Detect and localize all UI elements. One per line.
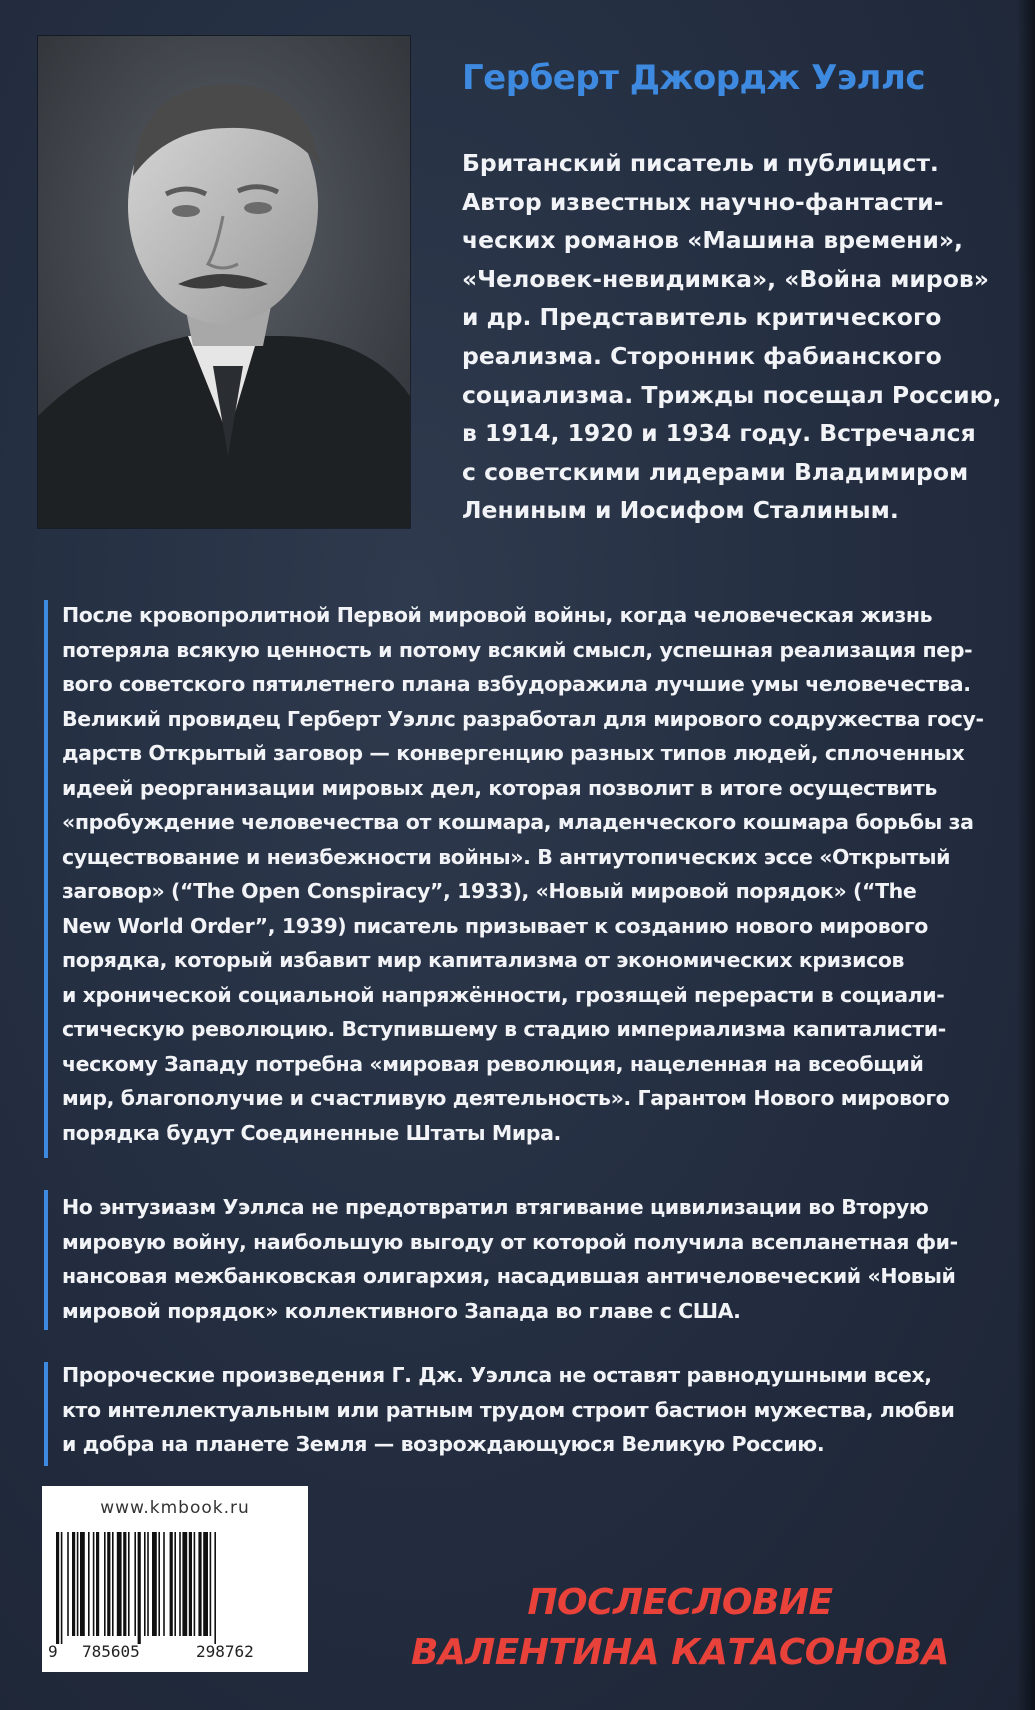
barcode-bar xyxy=(112,1532,114,1636)
barcode-bar xyxy=(93,1532,95,1636)
author-name: Герберт Джордж Уэллс xyxy=(462,58,926,98)
paragraph-line: стическую революцию. Вступившему в стадию империализма капиталисти- xyxy=(62,1017,946,1041)
paragraph-line: заговор» (“The Open Conspiracy”, 1933), «Новый мировой порядок» (“The xyxy=(62,879,917,903)
barcode-panel xyxy=(42,1486,308,1672)
barcode-bar xyxy=(147,1532,149,1636)
paragraph-line: Но энтузиазм Уэллса не предотвратил втягивание цивилизации во Вторую xyxy=(62,1195,929,1219)
paragraph-accent-bar xyxy=(44,600,48,1158)
barcode-bar xyxy=(72,1532,75,1636)
barcode-bar xyxy=(107,1532,110,1636)
bio-line: социализма. Трижды посещал Россию, xyxy=(462,380,1002,409)
bio-line: «Человек-невидимка», «Война миров» xyxy=(462,264,989,293)
afterword-title xyxy=(380,1578,980,1678)
description-paragraph-1 xyxy=(62,598,984,1150)
description-paragraph-3 xyxy=(62,1358,977,1462)
paragraph-line: Пророческие произведения Г. Дж. Уэллса не оставят равнодушными всех, xyxy=(62,1363,932,1387)
barcode-digit-lead: 9 xyxy=(48,1642,58,1661)
barcode-bar xyxy=(214,1532,216,1644)
barcode-bar xyxy=(88,1532,90,1636)
bio-line: Автор известных научно-фантасти- xyxy=(462,187,944,216)
barcode-bar xyxy=(96,1532,99,1636)
paragraph-line: «пробуждение человечества от кошмара, младенческого кошмара борьбы за xyxy=(62,810,974,834)
barcode-bar xyxy=(138,1532,141,1644)
barcode-bar xyxy=(163,1532,165,1636)
paragraph-line: и хронической социальной напряжённости, грозящей перерасти в социали- xyxy=(62,982,945,1007)
barcode-bar xyxy=(144,1532,146,1636)
paragraph-line: существование и неизбежности войны». В антиутопических эссе «Открытый xyxy=(62,844,951,869)
barcode-bar xyxy=(117,1532,122,1636)
barcode-bar xyxy=(123,1532,126,1636)
barcode-icon xyxy=(56,1532,294,1644)
paragraph-line: вого советского пятилетнего плана взбудоражила лучшие умы человечества. xyxy=(62,672,971,696)
barcode-bar xyxy=(77,1532,79,1636)
paragraph-accent-bar xyxy=(44,1362,48,1466)
publisher-url: www.kmbook.ru xyxy=(100,1498,250,1518)
barcode-bar xyxy=(203,1532,208,1636)
paragraph-line: мир, благополучие и счастливую деятельность». Гарантом Нового мирового xyxy=(62,1086,950,1110)
paragraph-line: мировую войну, наибольшую выгоду от которой получила всепланетная фи- xyxy=(62,1229,958,1254)
barcode-digits-left: 785605 xyxy=(82,1642,140,1661)
barcode-bar xyxy=(182,1532,187,1636)
barcode-bar xyxy=(210,1532,212,1636)
bio-line: Британский писатель и публицист. xyxy=(462,149,939,177)
afterword-line: ПОСЛЕСЛОВИЕ xyxy=(527,1582,833,1623)
paragraph-line: потеряла всякую ценность и потому всякий смысл, успешная реализация пер- xyxy=(62,637,973,662)
barcode-bar xyxy=(56,1532,59,1644)
barcode-bar xyxy=(80,1532,85,1636)
barcode-bar xyxy=(104,1532,106,1636)
paragraph-line: и добра на планете Земля — возрождающуюся Великую Россию. xyxy=(62,1432,825,1456)
paragraph-line: нансовая межбанковская олигархия, насадившая античеловеческий «Новый xyxy=(62,1264,956,1288)
paragraph-line: идеей реорганизации мировых дел, которая позволит в итоге осуществить xyxy=(62,775,937,800)
paragraph-line: New World Order”, 1939) писатель призывает к созданию нового мирового xyxy=(62,913,928,938)
paragraph-line: мировой порядок» коллективного Запада во главе с США. xyxy=(62,1298,741,1323)
paragraph-accent-bar xyxy=(44,1190,48,1330)
bio-line: реализма. Сторонник фабианского xyxy=(462,341,942,370)
barcode-bar xyxy=(128,1532,130,1636)
paragraph-line: порядка, который избавит мир капитализма от экономических кризисов xyxy=(62,948,905,972)
barcode-bar xyxy=(134,1532,136,1636)
afterword-line: ВАЛЕНТИНА КАТАСОНОВА xyxy=(411,1632,949,1673)
paragraph-line: ческому Западу потребна «мировая революция, нацеленная на всеобщий xyxy=(62,1051,924,1076)
barcode-bar xyxy=(179,1532,181,1636)
barcode-bar xyxy=(194,1532,196,1636)
paragraph-line: дарств Открытый заговор — конвергенцию разных типов людей, сплоченных xyxy=(62,741,965,765)
barcode-bar xyxy=(198,1532,201,1636)
author-bio xyxy=(462,144,1022,530)
bio-line: с советскими лидерами Владимиром xyxy=(462,457,969,486)
barcode-bar xyxy=(170,1532,173,1636)
bio-line: в 1914, 1920 и 1934 году. Встречался xyxy=(462,419,976,448)
barcode-bar xyxy=(189,1532,192,1636)
barcode-bar xyxy=(61,1532,63,1644)
bio-line: Лениным и Иосифом Сталиным. xyxy=(462,496,899,525)
paragraph-line: порядка будут Соединенные Штаты Мира. xyxy=(62,1120,561,1145)
paragraph-line: Великий провидец Герберт Уэллс разработал для мирового содружества госу- xyxy=(62,706,984,731)
author-portrait xyxy=(38,36,410,528)
paragraph-line: После кровопролитной Первой мировой войны, когда человеческая жизнь xyxy=(62,603,933,627)
barcode-bar xyxy=(174,1532,176,1636)
paragraph-line: кто интеллектуальным или ратным трудом строит бастион мужества, любви xyxy=(62,1397,955,1422)
bio-line: ческих романов «Машина времени», xyxy=(462,226,963,255)
portrait-illustration xyxy=(38,36,410,528)
barcode-bar xyxy=(158,1532,160,1636)
barcode-digits-right: 298762 xyxy=(196,1642,254,1661)
barcode-bar xyxy=(67,1532,69,1636)
barcode-bar xyxy=(152,1532,157,1636)
description-paragraph-2 xyxy=(62,1190,977,1328)
bio-line: и др. Представитель критического xyxy=(462,303,942,332)
